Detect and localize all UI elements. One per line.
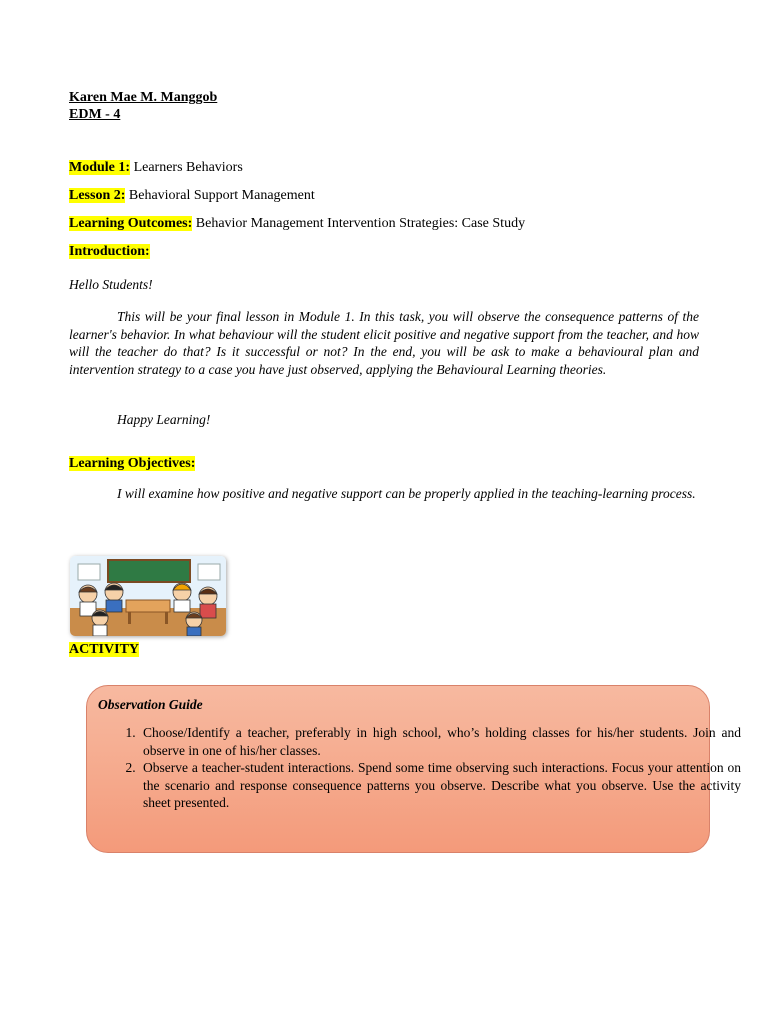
objectives-heading-line — [69, 455, 195, 472]
objectives-heading: Learning Objectives: — [69, 456, 196, 471]
list-item: 1. Choose/Identify a teacher, preferably in high school, who’s holding classes for his/her students. Join and observe in one of his/her classes. — [139, 724, 741, 759]
lesson-line — [69, 187, 315, 204]
observation-guide-list — [97, 724, 741, 812]
module-line — [69, 159, 243, 176]
introduction-heading: Introduction: — [69, 244, 150, 259]
module-value: Learners Behaviors — [130, 160, 243, 175]
activity-heading-line — [69, 641, 139, 658]
lesson-label: Lesson 2: — [69, 188, 126, 203]
introduction-body: This will be your final lesson in Module 1. In this task, you will observe the consequence patterns of the learner's behavior. In what behaviour will the student elicit positive and negative support from the teacher, and how will the teacher do that? Is it successful or not? In the end, you will be ask to make a behavioural plan and intervention strategy to a case you have just observed, applying the Behavioural Learning theories. — [69, 309, 699, 377]
introduction-heading-line — [69, 243, 150, 260]
activity-heading: ACTIVITY — [69, 642, 140, 657]
classroom-illustration — [70, 556, 226, 636]
closing: Happy Learning! — [117, 412, 211, 427]
objectives-body: I will examine how positive and negative support can be properly applied in the teaching-learning process. — [117, 486, 696, 501]
classroom-illustration-icon — [70, 556, 226, 636]
outcomes-label: Learning Outcomes: — [69, 216, 193, 231]
course-code: EDM - 4 — [69, 107, 121, 122]
module-label: Module 1: — [69, 160, 131, 175]
list-item: 2. Observe a teacher-student interactions. Spend some time observing such interactions. Focus your attention on the scenario and response consequence patterns you observe. Describe what you observe. Use the activity sheet presented. — [139, 759, 741, 812]
observation-guide-title: Observation Guide — [98, 697, 203, 712]
outcomes-value: Behavior Management Intervention Strategies: Case Study — [192, 216, 526, 231]
lesson-value: Behavioral Support Management — [125, 188, 315, 203]
outcomes-line — [69, 215, 525, 232]
observation-guide-box — [86, 685, 741, 853]
greeting: Hello Students! — [69, 277, 153, 292]
author-name: Karen Mae M. Manggob — [69, 90, 218, 105]
